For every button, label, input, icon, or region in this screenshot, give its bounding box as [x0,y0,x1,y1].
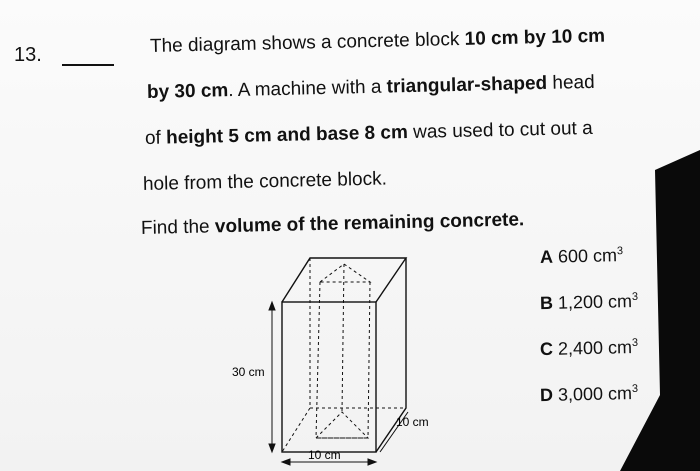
prism-top-triangle [320,264,370,282]
depth-label: 10 cm [396,415,429,429]
height-label: 30 cm [232,365,265,379]
option-c[interactable]: C 2,400 $cm^3$ [539,336,639,360]
question-line-2: by 30 cm. A machine with a triangular-shaped head [146,71,595,103]
width-arrow-right [368,459,376,465]
question-line-5: Find the volume of the remaining concrete. [140,209,525,239]
question-number: 13. [14,44,42,66]
prism-edge-right [368,282,370,438]
question-line-3: of height 5 cm and base 8 cm was used to cut out a [144,117,593,149]
hidden-back-edge [282,258,310,452]
concrete-block-diagram [220,240,450,470]
prism-bottom-triangle [316,412,368,438]
prism-edge-back [342,264,344,412]
answer-blank[interactable] [62,64,114,66]
width-label: 10 cm [308,448,341,462]
option-b[interactable]: B 1,200 $cm^3$ [539,290,639,314]
width-arrow-left [282,459,290,465]
height-arrow-top [269,302,275,310]
option-a[interactable]: A 600 $cm^3$ [539,245,624,267]
height-arrow-bottom [269,444,275,452]
question-line-4: hole from the concrete block. [142,168,388,195]
question-line-1: The diagram shows a concrete block 10 cm by 10 cm [149,25,606,57]
option-d[interactable]: D 3,000 $cm^3$ [539,382,639,406]
prism-edge-left [316,282,320,438]
